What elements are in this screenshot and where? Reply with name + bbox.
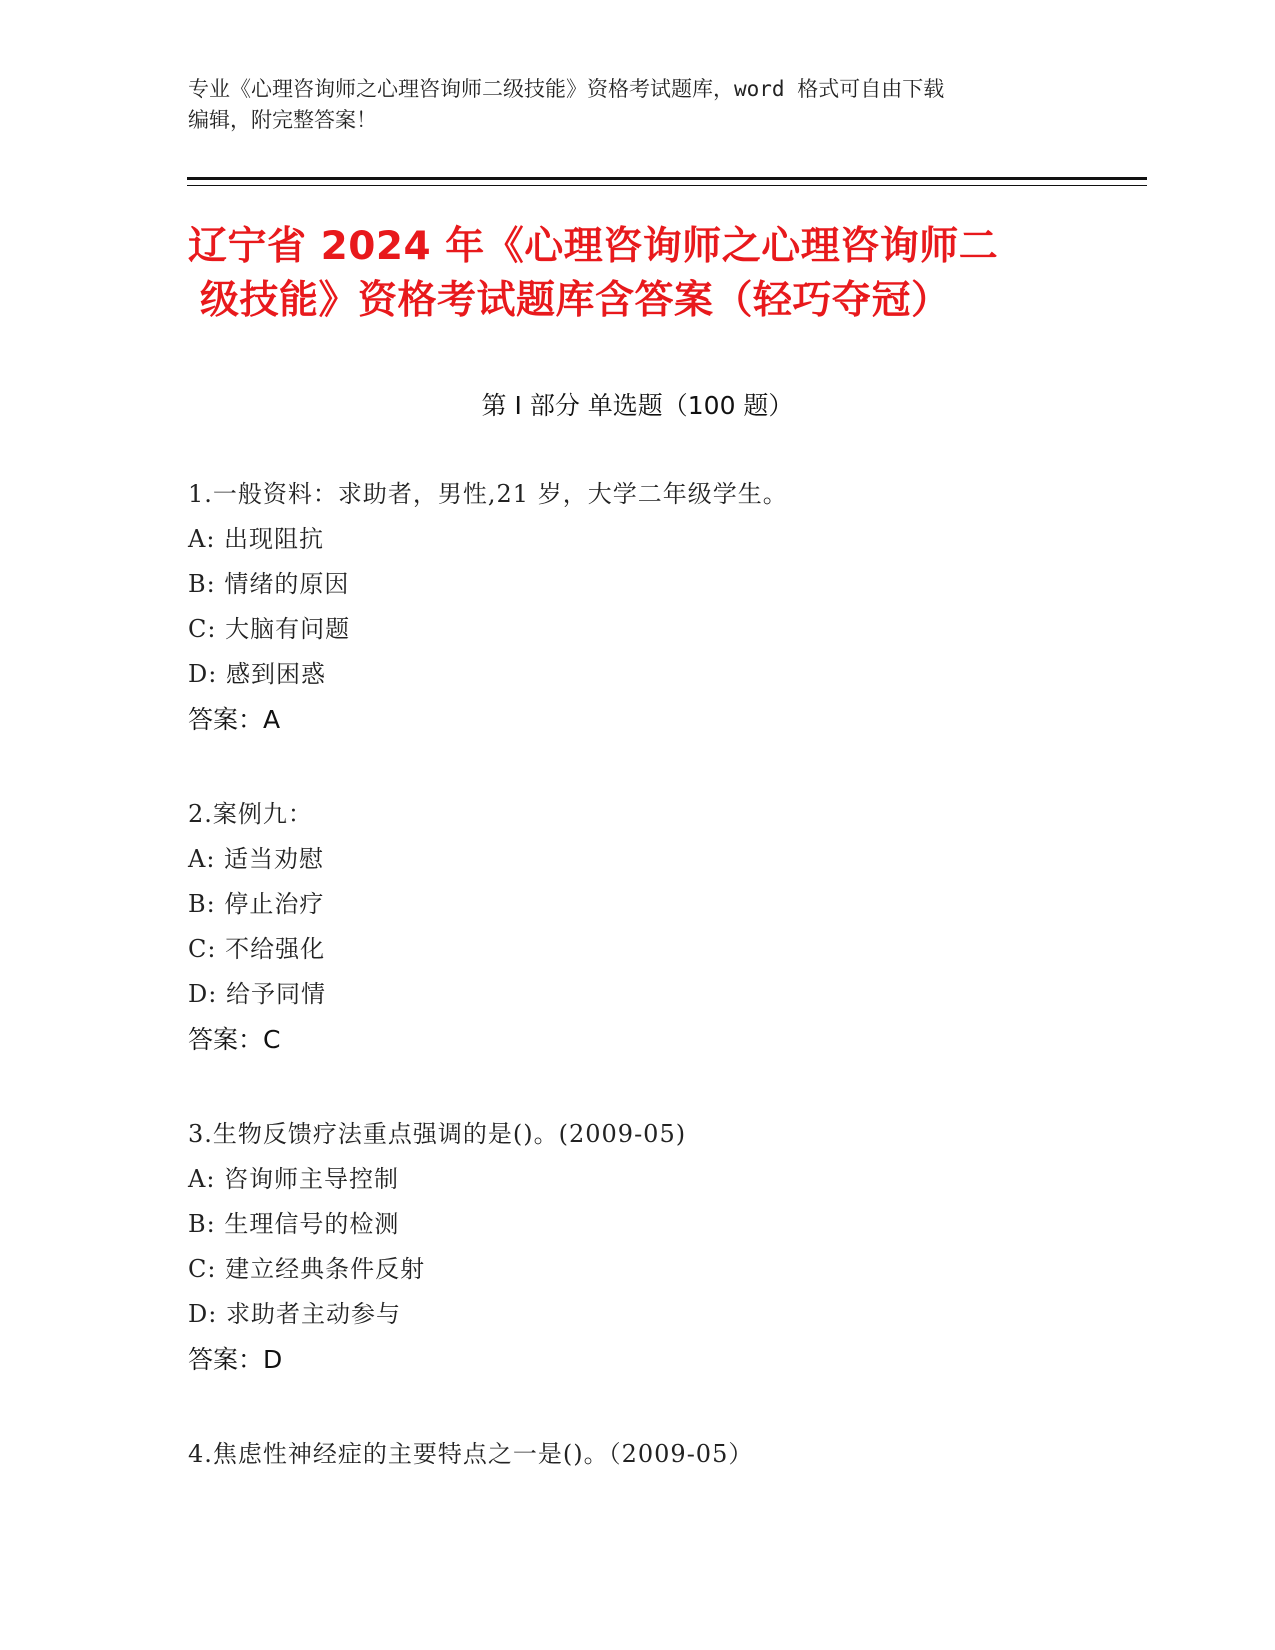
- question-stem: 3.生物反馈疗法重点强调的是()。(2009-05): [188, 1120, 687, 1148]
- answer-line: 答案：A: [188, 705, 281, 734]
- question-list: [188, 472, 1128, 1527]
- option-a: A: 咨询师主导控制: [188, 1165, 400, 1193]
- question-item: [188, 792, 1128, 1062]
- header-note-line1: 专业《心理咨询师之心理咨询师二级技能》资格考试题库，word 格式可自由下载: [188, 77, 945, 101]
- header-divider-thin: [187, 185, 1147, 186]
- option-c: C: 大脑有问题: [188, 615, 351, 643]
- header-note-line2: 编辑，附完整答案！: [188, 108, 377, 132]
- answer-line: 答案：C: [188, 1025, 281, 1054]
- option-d: D: 给予同情: [188, 980, 326, 1008]
- option-c: C: 不给强化: [188, 935, 326, 963]
- document-title-line1: 辽宁省 2024 年《心理咨询师之心理咨询师二: [188, 224, 999, 269]
- answer-line: 答案：D: [188, 1345, 283, 1374]
- option-d: D: 求助者主动参与: [188, 1300, 401, 1328]
- option-c: C: 建立经典条件反射: [188, 1255, 426, 1283]
- question-item: [188, 1112, 1128, 1382]
- question-item: [188, 472, 1128, 742]
- header-note: [188, 74, 1088, 136]
- option-b: B: 生理信号的检测: [188, 1210, 400, 1238]
- option-a: A: 适当劝慰: [188, 845, 325, 873]
- question-stem: 4.焦虑性神经症的主要特点之一是()。（2009-05）: [188, 1440, 754, 1468]
- header-divider-thick: [187, 177, 1147, 180]
- question-stem: 1.一般资料：求助者，男性,21 岁，大学二年级学生。: [188, 480, 788, 508]
- section-title: 第 I 部分 单选题（100 题）: [481, 391, 794, 420]
- question-item: [188, 1432, 1128, 1477]
- document-title-line2: 级技能》资格考试题库含答案（轻巧夺冠）: [200, 278, 951, 323]
- option-a: A: 出现阻抗: [188, 525, 325, 553]
- option-b: B: 停止治疗: [188, 890, 325, 918]
- document-title: [188, 220, 1108, 328]
- question-stem: 2.案例九：: [188, 800, 313, 828]
- option-d: D: 感到困惑: [188, 660, 326, 688]
- option-b: B: 情绪的原因: [188, 570, 350, 598]
